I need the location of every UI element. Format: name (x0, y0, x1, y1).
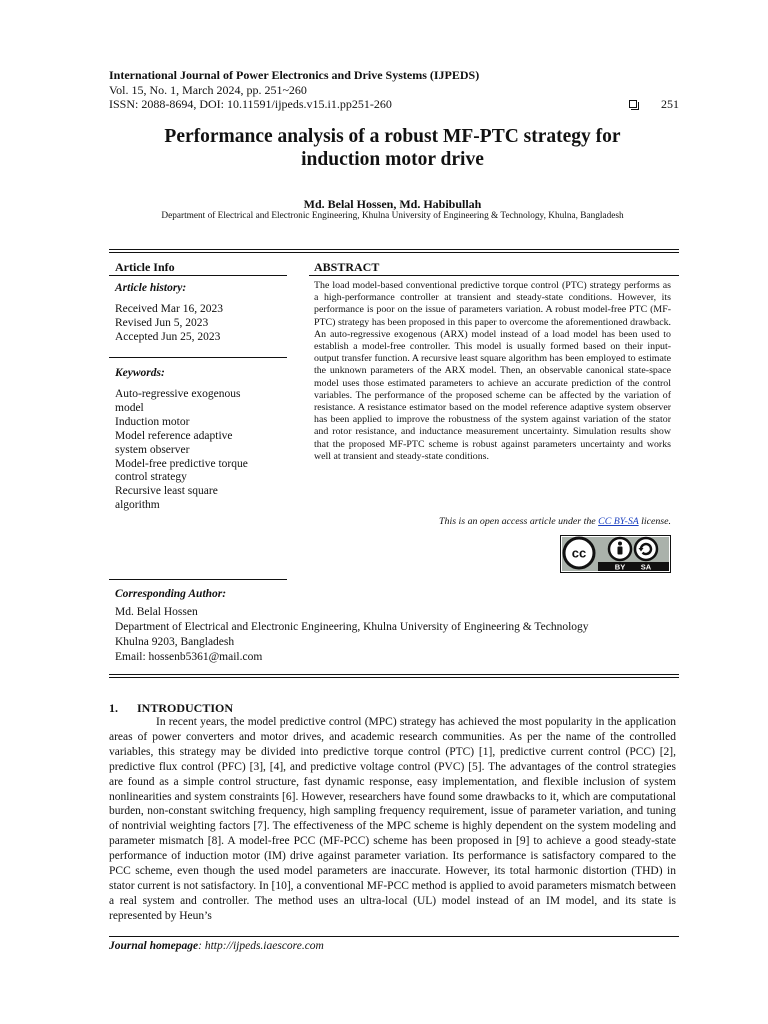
history-accepted: Accepted Jun 25, 2023 (115, 330, 221, 343)
footer-url[interactable]: : http://ijpeds.iaescore.com (198, 940, 324, 952)
journal-header (109, 68, 679, 112)
corresponding-email: Email: hossenb5361@mail.com (115, 651, 263, 663)
sa-badge-text: SA (640, 562, 652, 572)
open-access-notice (330, 516, 671, 527)
authors: Md. Belal Hossen, Md. Habibullah (303, 197, 482, 211)
history-list (115, 303, 285, 345)
section-number: 1. (109, 701, 118, 715)
footer-label: Journal homepage (109, 940, 199, 952)
introduction-text: In recent years, the model predictive control (MPC) strategy has achieved the most popularity in the application areas of power converters and motor drives, and academic research communities. As per the name of the controlled variables, this strategy may be divided into predictive torque control (PTC) [1], predictive current control (PCC) [2], predictive flux control (PFC) [3], [4], and predictive voltage control (PVC) [5]. The advantages of the control strategies are found as a simple control structure, fast dynamic response, easy implementation, and flexible inclusion of system nonlinearities and system constraints [6]. However, researchers have found some drawbacks to it, which are computational burden, non-constant switching frequency, high sampling frequency requirement, issue of parameter variation, and tuning of nontrivial weighting factors [7]. The effectiveness of the MPC scheme is highly dependent on the system modeling and parameter mismatch [8]. A model-free PCC (MF-PCC) scheme has been proposed in [9] to achieve a good steady-state performance of induction motor (IM) drive against parameter variation. Its performance is satisfactory compared to the PCC scheme, even though the used model parameters are inaccurate. However, its total harmonic distortion (THD) in stator current is not satisfactory. In [10], a conventional MF-PCC method is applied to avoid parameters mismatch between a real system and controller. The method uses an ultra-local (UL) model instead of an IM model, and its state is represented by Heun’s (109, 716, 676, 922)
journal-footer (109, 940, 324, 952)
corresponding-city: Khulna 9203, Bangladesh (115, 636, 235, 648)
abstract-text: The load model-based conventional predictive torque control (PTC) strategy performs as a high-performance controller at transient and steady-state conditions. However, its performance is poor on the issue of parameters variation. A robust model-free PTC (MF-PTC) strategy has been proposed in this paper to overcome the aforementioned drawback. An auto-regressive exogenous (ARX) model instead of a load model has been used to establish a model-free controller. This model is usually formed based on their input-output transfer function. A recursive least square algorithm has been employed to estimate the unknown parameters of the ARX model. Then, an observable canonical state-space model uses those estimated parameters to achieve an accurate prediction of the control variables. The performance of the proposed scheme can be affected by the variation of resistance. A resistance estimator based on the model reference adaptive system observer has been applied to improve the robustness of the system against variation of the stator and rotor resistance, and inductance measurement uncertainty. Simulation results show that the proposed MF-PTC scheme is robust against parameters uncertainty and works well at transient and steady-state conditions. (314, 280, 671, 462)
history-received: Received Mar 16, 2023 (115, 303, 223, 315)
section-heading (109, 701, 233, 716)
keyword-line: Auto-regressive exogenous (115, 388, 241, 400)
issn-row (109, 97, 679, 112)
page-indicator (629, 97, 679, 112)
article-info-heading: Article Info (115, 260, 175, 274)
issn-doi: ISSN: 2088-8694, DOI: 10.11591/ijpeds.v15.i1.pp251-260 (109, 97, 392, 111)
abstract-heading: ABSTRACT (314, 260, 380, 274)
history-heading: Article history: (115, 282, 187, 294)
journal-name: International Journal of Power Electronics and Drive Systems (IJPEDS) (109, 68, 480, 82)
paper-title (100, 125, 685, 171)
corresponding-department: Department of Electrical and Electronic Engineering, Khulna University of Engineering & Technology (115, 621, 589, 633)
corresponding-author (115, 605, 680, 665)
keyword-line: Recursive least square (115, 485, 218, 498)
abstract-heading-rule (309, 275, 679, 276)
page-number: 251 (661, 97, 679, 111)
keyword-line: control strategy (115, 471, 187, 484)
bottom-double-rule (109, 674, 679, 678)
info-heading-rule (109, 275, 287, 276)
cc-by-sa-badge-icon[interactable] (560, 535, 671, 573)
volume-line: Vol. 15, No. 1, March 2024, pp. 251~260 (109, 82, 307, 97)
affiliation: Department of Electrical and Electronic Engineering, Khulna University of Engineering & Technology, Khulna, Bangladesh (161, 211, 624, 221)
cc-by-sa-link[interactable]: CC BY-SA (598, 516, 639, 527)
keyword-line: algorithm (115, 499, 160, 512)
corresponding-heading: Corresponding Author: (115, 588, 227, 600)
keyword-line: Model-free predictive torque (115, 457, 248, 470)
title-line-2: induction motor drive (301, 149, 484, 170)
oa-suffix: license. (638, 516, 671, 527)
history-rule (109, 357, 287, 358)
section-title: INTRODUCTION (137, 701, 234, 715)
title-line-1: Performance analysis of a robust MF-PTC strategy for (164, 126, 621, 147)
keyword-line: Induction motor (115, 415, 190, 428)
keyword-line: model (115, 401, 144, 414)
top-double-rule (109, 249, 679, 253)
info-bottom-rule (109, 579, 287, 580)
keywords-heading: Keywords: (115, 367, 165, 379)
corresponding-name: Md. Belal Hossen (115, 606, 198, 618)
by-badge-text: BY (614, 562, 626, 572)
keyword-line: system observer (115, 443, 190, 456)
footer-rule (109, 936, 679, 937)
oa-prefix: This is an open access article under the (439, 516, 599, 527)
history-revised: Revised Jun 5, 2023 (115, 316, 209, 329)
page-box-icon (629, 100, 637, 108)
keyword-line: Model reference adaptive (115, 429, 233, 442)
keywords-list (115, 388, 285, 513)
cc-badge-text: cc (571, 545, 587, 561)
